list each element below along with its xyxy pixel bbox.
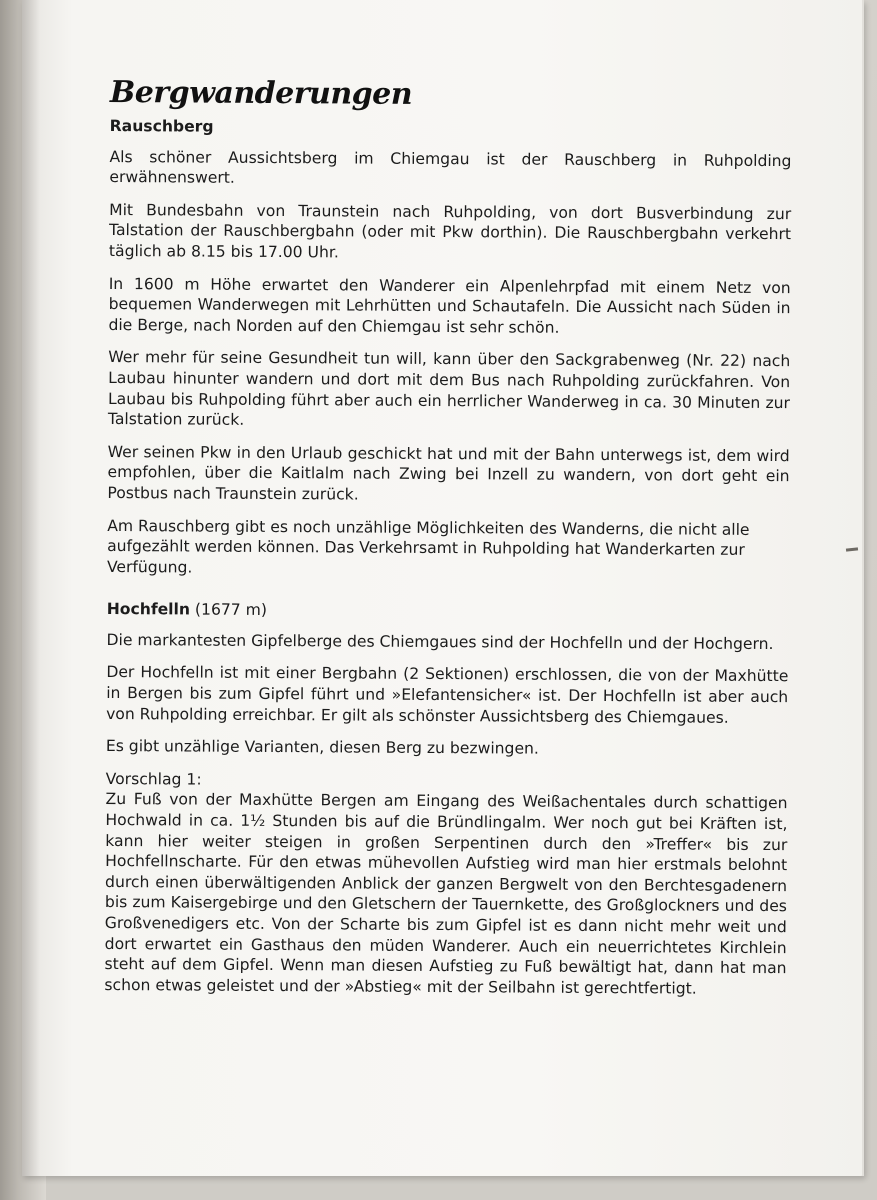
proposal-text: Zu Fuß von der Maxhütte Bergen am Eingang des Weißachentales durch schattigen Hochwald in ca. 1½ Stunden bis auf die Bründlingalm. Wer noch gut bei Kräften ist, kann hier weiter steigen in großen Serpentinen durch den »Treffer« bis zur Hochfellnscharte. Für den etwas mühevollen Aufstieg wird man hier erstmals belohnt durch einen überwältigenden Anblick der ganzen Bergwelt von den Berchtesgadenern bis zum Kaisergebirge und den Gletschern der Tauernkette, des Großglockners und des Großvenedigers etc. Von der Scharte bis zum Gipfel ist es dann nicht mehr weit und dort erwartet ein Gasthaus den müden Wanderer. Auch ein neuerrichtetes Kirchlein steht auf dem Gipfel. Wenn man diesen Aufstieg zu Fuß bewältigt hat, dann hat man schon etwas geleistet und der »Abstieg« mit der Seilbahn ist gerechtfertigt.: [104, 790, 788, 998]
paragraph: Wer mehr für seine Gesundheit tun will, kann über den Sackgrabenweg (Nr. 22) nach Laubau hinunter wandern und dort mit dem Bus nach Ruhpolding zurückfahren. Von Laubau bis Ruhpolding führt aber auch ein herrlicher Wanderweg in ca. 30 Minuten zur Talstation zurück.: [107, 348, 791, 429]
page-title: Bergwanderungen: [109, 75, 413, 112]
proposal-label: Vorschlag 1:: [105, 769, 202, 789]
section-title-rauschberg: [110, 116, 792, 141]
page-text: [104, 76, 792, 1012]
page-crease-shadow: [22, 0, 40, 1176]
paragraph: Am Rauschberg gibt es noch unzählige Möglichkeiten des Wanderns, die nicht alle aufgezählt werden können. Das Verkehrsamt in Ruhpolding hat Wanderkarten zur Verfügung.: [106, 516, 750, 577]
paragraph: Es gibt unzählige Varianten, diesen Berg zu bezwingen.: [105, 737, 539, 758]
paragraph: Mit Bundesbahn von Traunstein nach Ruhpolding, von dort Busverbindung zur Talstation der Rauschbergbahn (oder mit Pkw dorthin). Die Rauschbergbahn verkehrt täglich ab 8.15 bis 17.00 Uhr.: [108, 200, 792, 262]
paragraph: Wer seinen Pkw in den Urlaub geschickt hat und mit der Bahn unterwegs ist, dem wird empfohlen, über die Kaitlalm nach Zwing bei Inzell zu wandern, von dort geht ein Postbus nach Traunstein zurück.: [107, 442, 790, 504]
section-title-hochfelln: [107, 599, 789, 624]
edge-mark: [846, 547, 858, 551]
paragraph: In 1600 m Höhe erwartet den Wanderer ein Alpenlehrpfad mit einem Netz von bequemen Wanderwegen mit Lehrhütten und Schautafeln. Die Aussicht nach Süden in die Berge, nach Norden auf den Chiemgau ist sehr schön.: [108, 274, 791, 337]
paragraph: Als schöner Aussichtsberg im Chiemgau ist der Rauschberg in Ruhpolding erwähnenswert.: [109, 147, 792, 187]
paragraph: Der Hochfelln ist mit einer Bergbahn (2 Sektionen) erschlossen, die von der Maxhütte in Bergen bis zum Gipfel führt und »Elefantensicher« ist. Der Hochfelln ist aber auch von Ruhpolding erreichbar. Er gilt als schönster Aussichtsberg des Chiemgaues.: [106, 663, 789, 727]
section-title-text: Hochfelln: [106, 600, 191, 619]
page-edge: [862, 0, 864, 1176]
section-title-text: Rauschberg: [109, 116, 214, 136]
section-title-altitude: (1677 m): [189, 600, 268, 620]
paragraph: Die markantesten Gipfelberge des Chiemgaues sind der Hochfelln und der Hochgern.: [106, 630, 774, 653]
